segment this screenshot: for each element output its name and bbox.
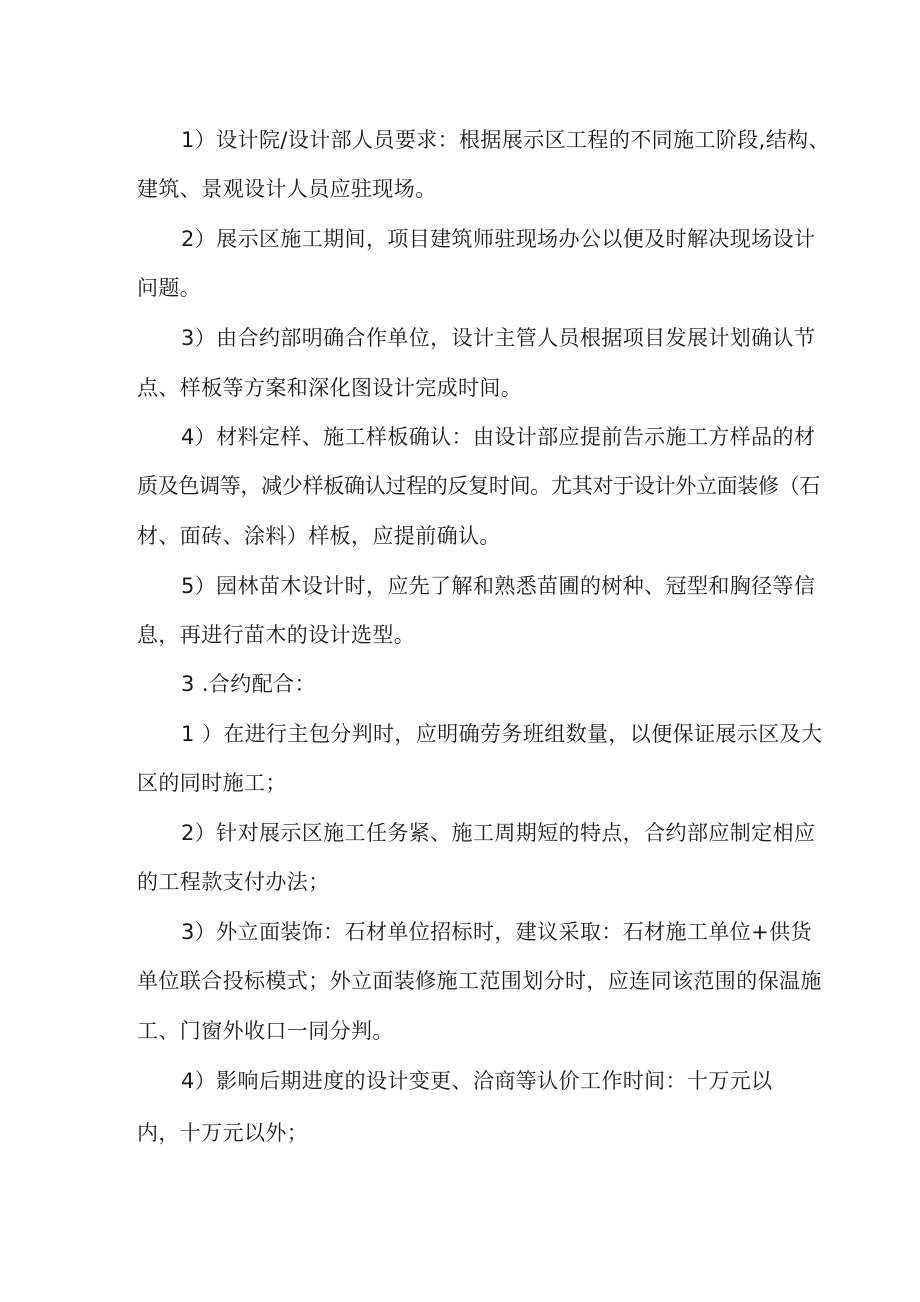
section-heading-contract-coordination: 3 .合约配合：: [181, 672, 316, 696]
paragraph-1-line-1: 1）设计院/设计部人员要求：根据展示区工程的不同施工阶段,结构、: [181, 128, 830, 152]
contract-item-1-line-2: 区的同时施工；: [137, 771, 287, 795]
contract-item-3-line-2: 单位联合投标模式；外立面装修施工范围划分时，应连同该范围的保温施: [137, 969, 822, 993]
contract-item-2-line-2: 的工程款支付办法；: [137, 870, 330, 894]
contract-item-3-line-3: 工、门窗外收口一同分判。: [137, 1019, 394, 1043]
paragraph-2-line-1: 2）展示区施工期间，项目建筑师驻现场办公以便及时解决现场设计: [181, 227, 816, 251]
contract-item-4-line-1: 4）影响后期进度的设计变更、洽商等认价工作时间：十万元以: [181, 1069, 773, 1093]
contract-item-3-line-1: 3）外立面装饰：石材单位招标时，建议采取：石材施工单位+供货: [181, 920, 812, 944]
paragraph-4-line-3: 材、面砖、涂料）样板，应提前确认。: [137, 524, 501, 548]
paragraph-1-line-2: 建筑、景观设计人员应驻现场。: [137, 177, 437, 201]
paragraph-5-line-2: 息，再进行苗木的设计选型。: [137, 623, 416, 647]
paragraph-2-line-2: 问题。: [137, 276, 202, 300]
contract-item-2-line-1: 2）针对展示区施工任务紧、施工周期短的特点，合约部应制定相应: [181, 821, 816, 845]
paragraph-4-line-2: 质及色调等，减少样板确认过程的反复时间。尤其对于设计外立面装修（石: [137, 474, 821, 498]
contract-item-1-line-1: 1 ）在进行主包分判时，应明确劳务班组数量，以便保证展示区及大: [181, 722, 823, 746]
paragraph-3-line-2: 点、样板等方案和深化图设计完成时间。: [137, 376, 523, 400]
paragraph-5-line-1: 5）园林苗木设计时，应先了解和熟悉苗圃的树种、冠型和胸径等信: [181, 574, 816, 598]
paragraph-4-line-1: 4）材料定样、施工样板确认：由设计部应提前告示施工方样品的材: [181, 425, 816, 449]
contract-item-4-line-2: 内，十万元以外；: [137, 1121, 309, 1145]
paragraph-3-line-1: 3）由合约部明确合作单位，设计主管人员根据项目发展计划确认节: [181, 326, 816, 350]
